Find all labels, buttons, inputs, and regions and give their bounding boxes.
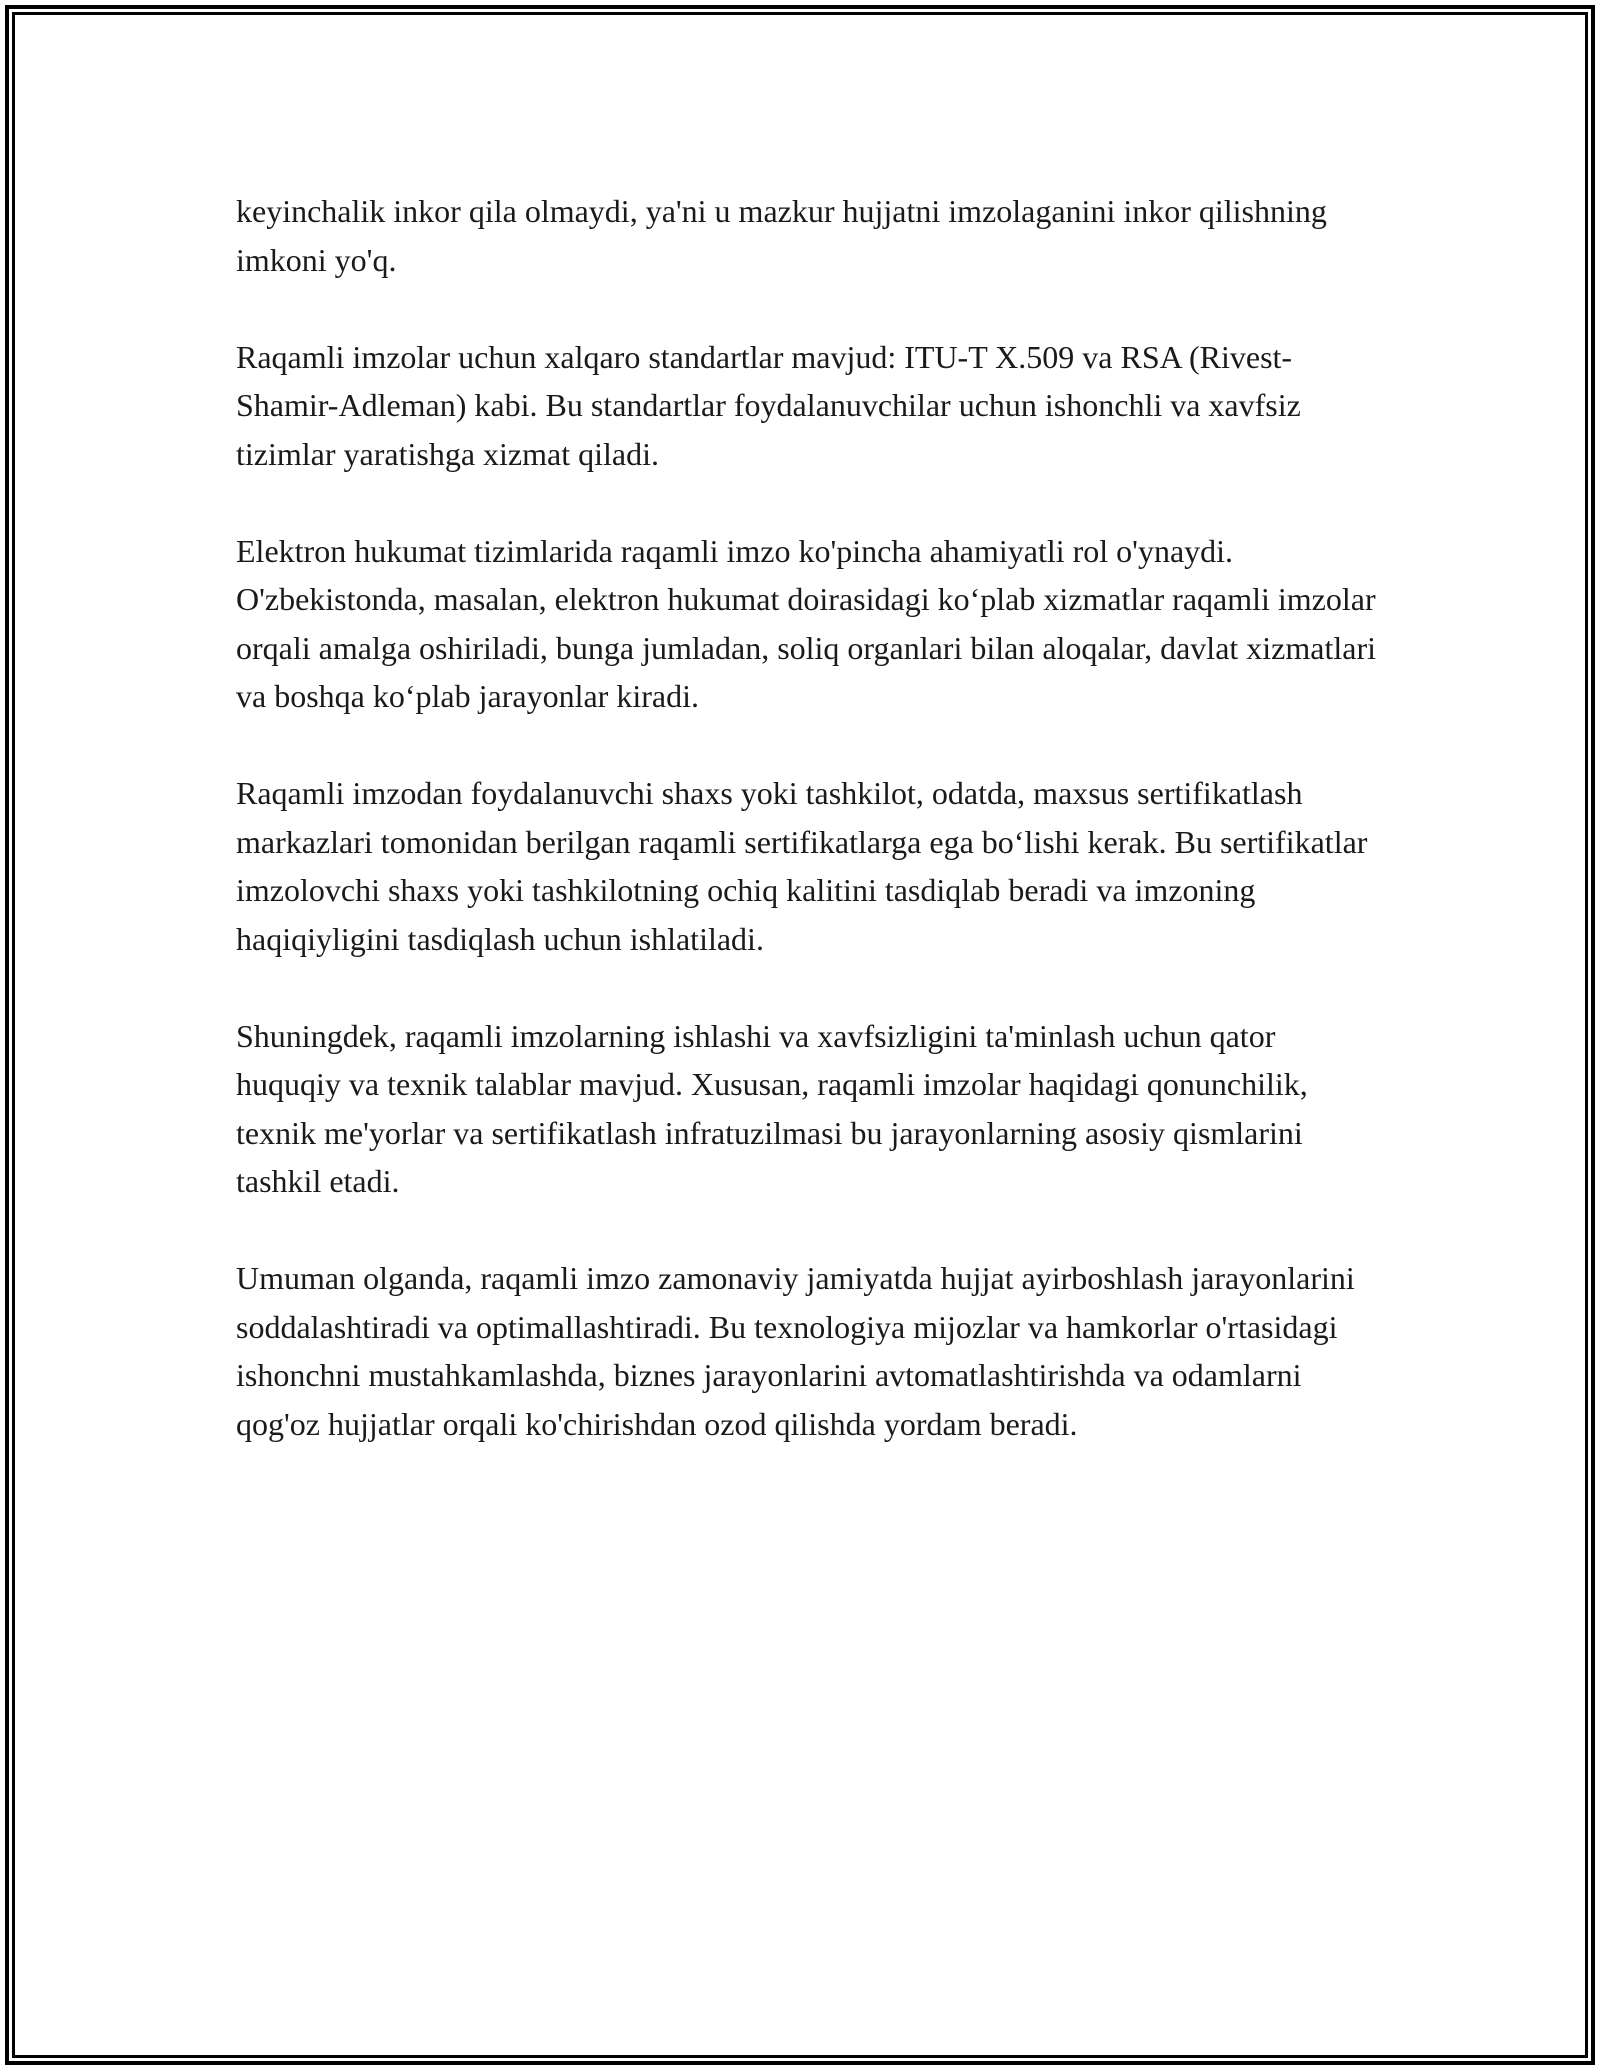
paragraph-1: keyinchalik inkor qila olmaydi, ya'ni u mazkur hujjatni imzolaganini inkor qilishning imkoni yo'q. [236, 193, 1327, 278]
document-body [236, 187, 1376, 1497]
paragraph-4: Raqamli imzodan foydalanuvchi shaxs yoki tashkilot, odatda, maxsus sertifikatlash markazlari tomonidan berilgan raqamli sertifikatlarga ega bo‘lishi kerak. Bu sertifikatlar imzolovchi shaxs yoki tashkilotning ochiq kalitini tasdiqlab beradi va imzoning haqiqiyligini tasdiqlash uchun ishlatiladi. [236, 775, 1368, 957]
paragraph-5: Shuningdek, raqamli imzolarning ishlashi va xavfsizligini ta'minlash uchun qator huquqiy va texnik talablar mavjud. Xususan, raqamli imzolar haqidagi qonunchilik, texnik me'yorlar va sertifikatlash infratuzilmasi bu jarayonlarning asosiy qismlarini tashkil etadi. [236, 1017, 1308, 1199]
paragraph-3: Elektron hukumat tizimlarida raqamli imzo ko'pincha ahamiyatli rol o'ynaydi. O'zbekistonda, masalan, elektron hukumat doirasidagi ko‘plab xizmatlar raqamli imzolar orqali amalga oshiriladi, bunga jumladan, soliq organlari bilan aloqalar, davlat xizmatlari va boshqa ko‘plab jarayonlar kiradi. [236, 532, 1376, 714]
paragraph-2: Raqamli imzolar uchun xalqaro standartlar mavjud: ITU-T X.509 va RSA (Rivest-Shamir-Adleman) kabi. Bu standartlar foydalanuvchilar uchun ishonchli va xavfsiz tizimlar yaratishga xizmat qiladi. [236, 338, 1301, 472]
paragraph-6: Umuman olganda, raqamli imzo zamonaviy jamiyatda hujjat ayirboshlash jarayonlarini soddalashtiradi va optimallashtiradi. Bu texnologiya mijozlar va hamkorlar o'rtasidagi ishonchni mustahkamlashda, biznes jarayonlarini avtomatlashtirishda va odamlarni qog'oz hujjatlar orqali ko'chirishdan ozod qilishda yordam beradi. [236, 1260, 1355, 1442]
